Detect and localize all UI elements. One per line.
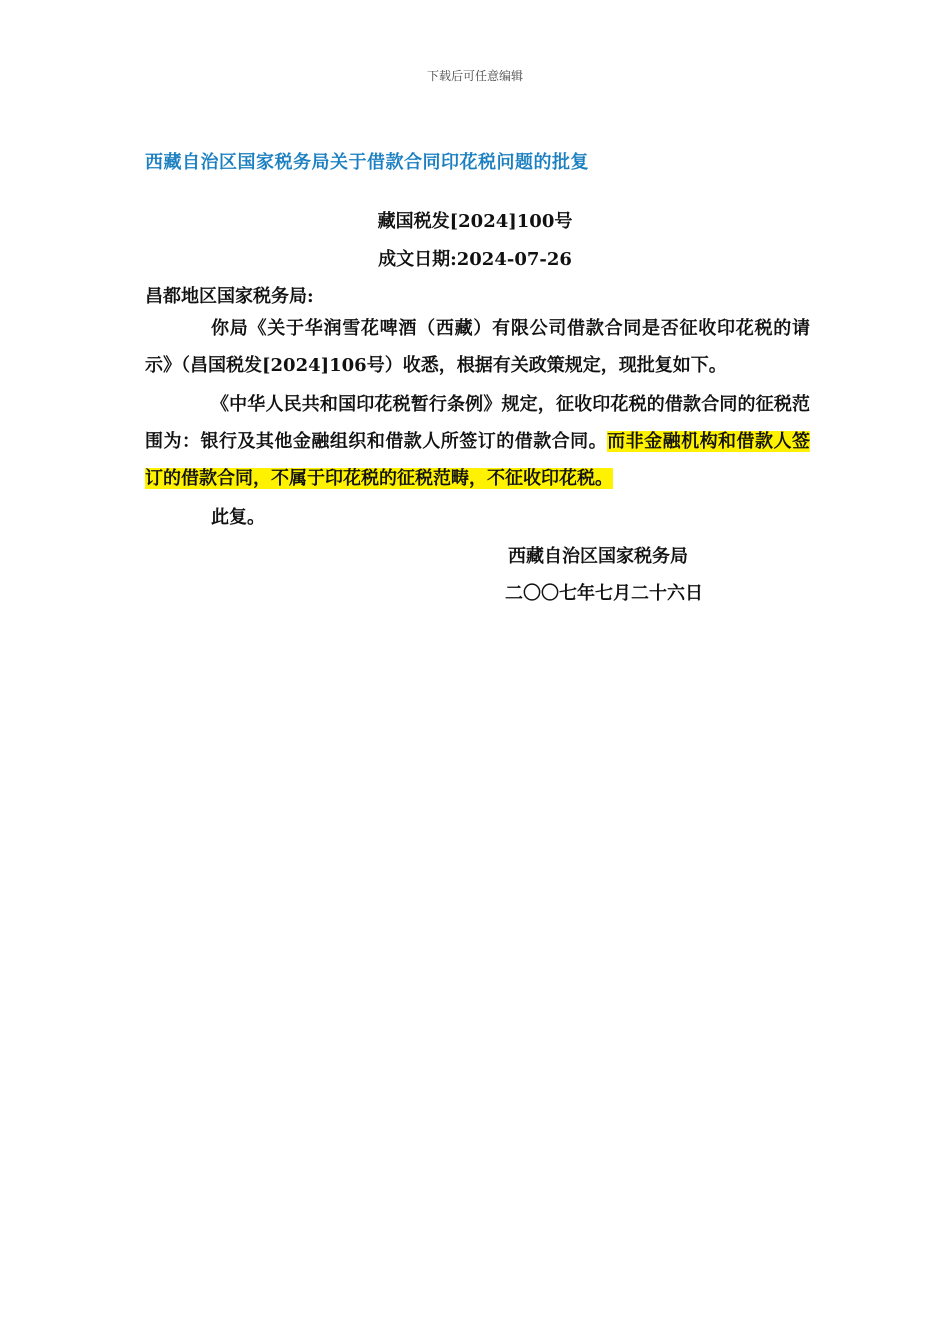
regulation-text: 《中华人民共和国印花税暂行条例》规定，征收印花税的借款合同的征税范围为：银行及其他金融组织和借款人所签订的借款合同。 — [145, 394, 810, 452]
document-date: 成文日期:2024-07-26 — [378, 249, 572, 270]
document-title: 西藏自治区国家税务局关于借款合同印花税问题的批复 — [145, 152, 589, 173]
paragraph-request: 你局《关于华润雪花啤酒（西藏）有限公司借款合同是否征收印花税的请示》（昌国税发[2024]106号）收悉，根据有关政策规定，现批复如下。 — [145, 318, 810, 376]
paragraph-closing: 此复。 — [211, 507, 265, 528]
paragraph-regulation — [145, 386, 810, 497]
recipient: 昌都地区国家税务局: — [145, 286, 314, 307]
highlighted-text: 而非金融机构和借款人签订的借款合同，不属于印花税的征税范畴，不征收印花税。 — [145, 431, 810, 489]
document-number: 藏国税发[2024]100号 — [377, 211, 573, 232]
signature-date: 二〇〇七年七月二十六日 — [505, 583, 703, 604]
header-note: 下载后可任意编辑 — [426, 69, 523, 83]
signature-organization: 西藏自治区国家税务局 — [508, 546, 688, 567]
